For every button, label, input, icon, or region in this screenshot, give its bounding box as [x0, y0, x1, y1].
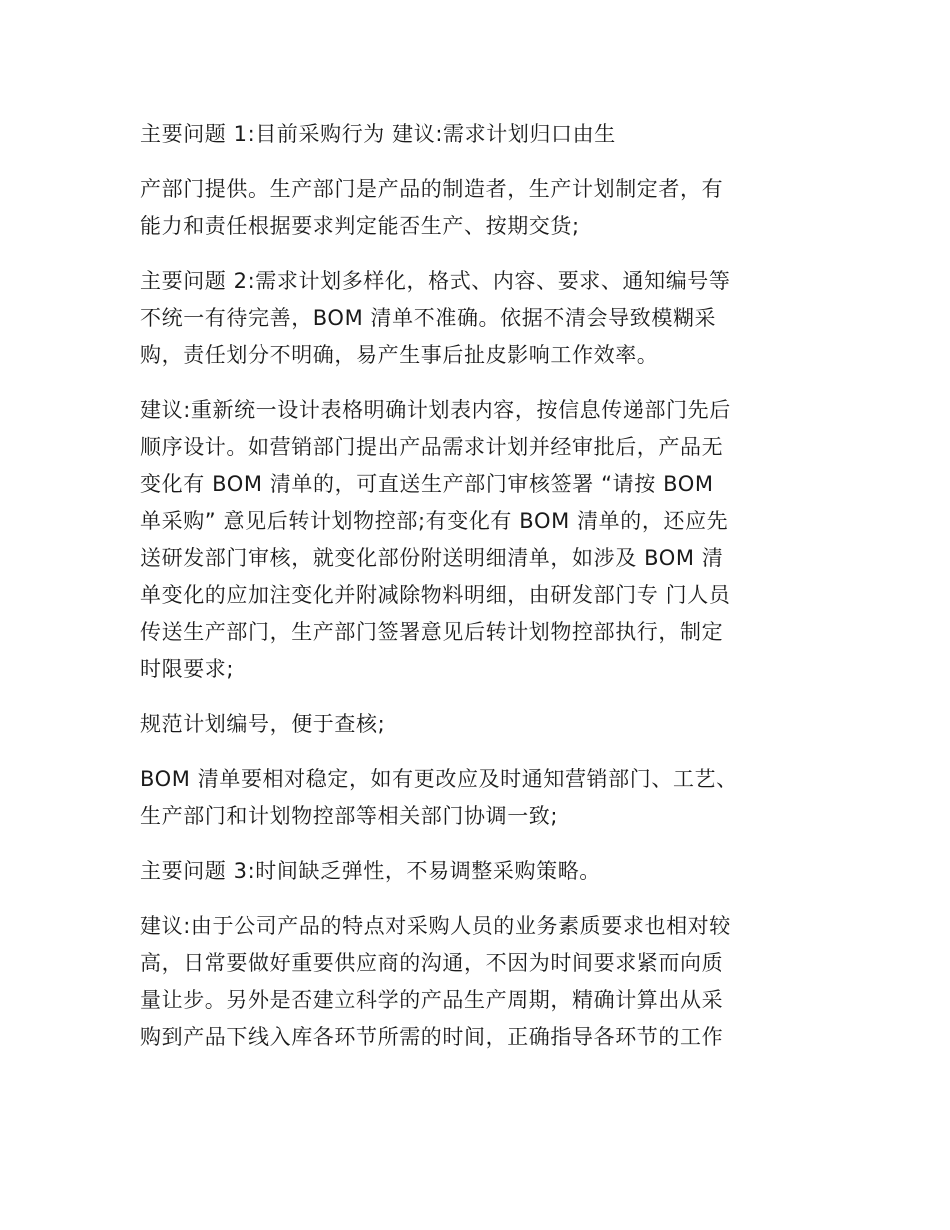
text-line: 传送生产部门，生产部门签署意见后转计划物控部执行，制定 [140, 620, 724, 644]
text-line: 单变化的应加注变化并附减除物料明细，由研发部门专 门人员 [140, 583, 731, 607]
text-line: 量让步。另外是否建立科学的产品生产周期，精确计算出从采 [140, 988, 724, 1012]
paragraph [140, 392, 812, 688]
text-line: 建议:重新统一设计表格明确计划表内容，按信息传递部门先后 [140, 398, 731, 422]
text-line: 单采购” 意见后转计划物控部;有变化有 BOM 清单的，还应先 [140, 509, 729, 533]
text-line: 高，日常要做好重要供应商的沟通，不因为时间要求紧而向质 [140, 951, 724, 975]
text-line: 不统一有待完善，BOM 清单不准确。依据不清会导致模糊采 [140, 306, 717, 330]
text-line: 生产部门和计划物控部等相关部门协调一致; [140, 804, 559, 828]
text-line: 产部门提供。生产部门是产品的制造者，生产计划制定者，有 [140, 177, 724, 201]
text-line: 规范计划编号，便于查核; [140, 712, 386, 736]
text-line: 时限要求; [140, 657, 235, 681]
text-line: BOM 清单要相对稳定，如有更改应及时通知营销部门、工艺、 [140, 767, 738, 791]
paragraph [140, 908, 812, 1056]
text-line: 主要问题 1:目前采购行为 建议:需求计划归口由生 [140, 122, 616, 146]
text-line: 购到产品下线入库各环节所需的时间，正确指导各环节的工作 [140, 1025, 724, 1049]
document-body [140, 116, 812, 1074]
text-line: 送研发部门审核，就变化部份附送明细清单，如涉及 BOM 清 [140, 546, 724, 570]
paragraph [140, 706, 812, 743]
text-line: 变化有 BOM 清单的，可直送生产部门审核签署 “请按 BOM [140, 472, 714, 496]
text-line: 购，责任划分不明确，易产生事后扯皮影响工作效率。 [140, 343, 659, 367]
text-line: 建议:由于公司产品的特点对采购人员的业务素质要求也相对较 [140, 914, 731, 938]
text-line: 顺序设计。如营销部门提出产品需求计划并经审批后，产品无 [140, 435, 724, 459]
paragraph [140, 761, 812, 835]
paragraph [140, 116, 812, 153]
paragraph [140, 853, 812, 890]
paragraph [140, 263, 812, 374]
paragraph [140, 171, 812, 245]
text-line: 主要问题 2:需求计划多样化，格式、内容、要求、通知编号等 [140, 269, 731, 293]
text-line: 能力和责任根据要求判定能否生产、按期交货; [140, 214, 580, 238]
text-line: 主要问题 3:时间缺乏弹性，不易调整采购策略。 [140, 859, 601, 883]
